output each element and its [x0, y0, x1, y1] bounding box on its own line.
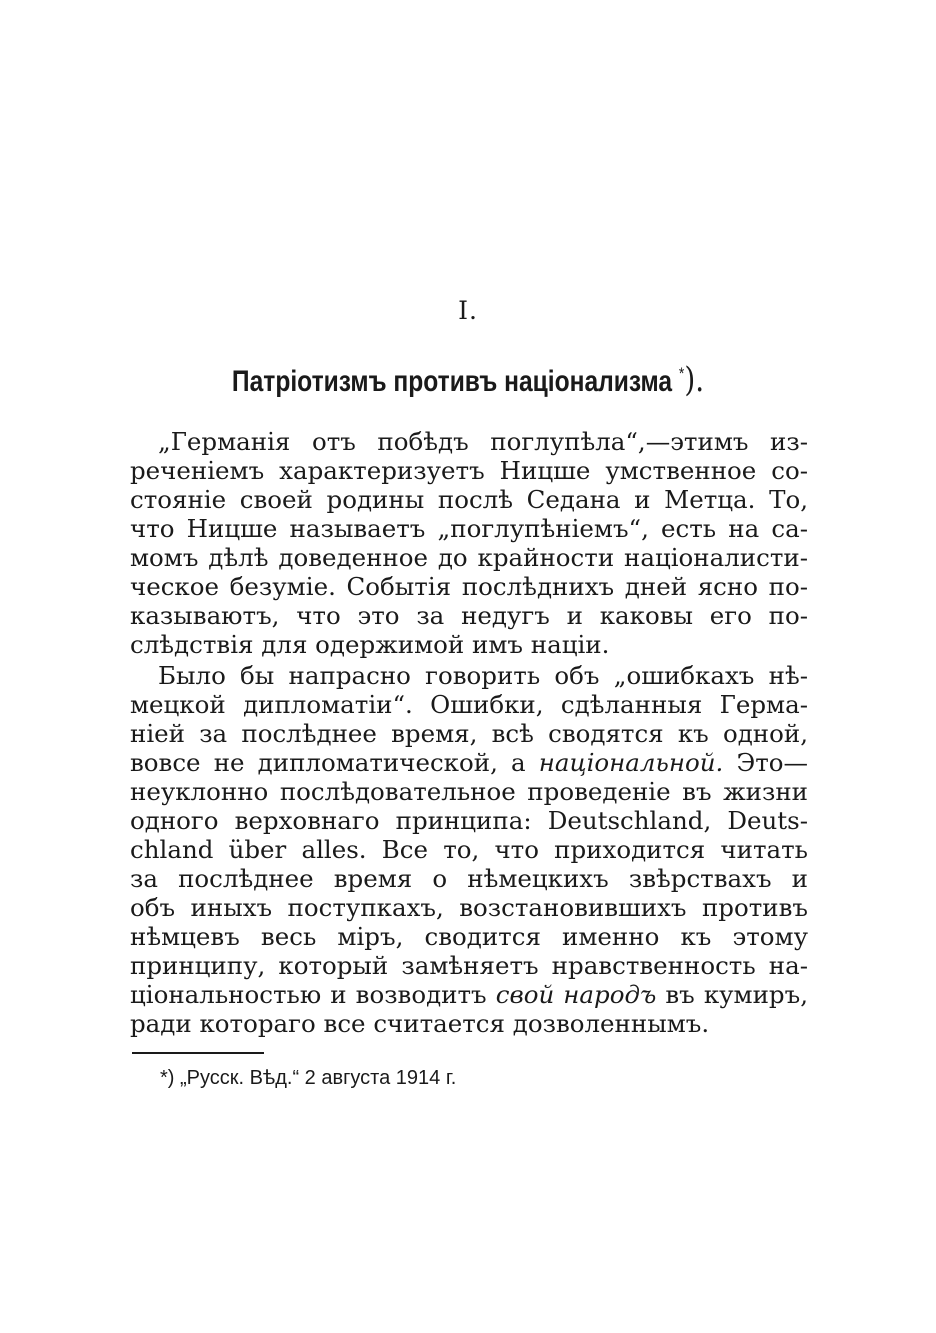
text-segment: Это— — [723, 748, 808, 777]
paragraph-2 — [130, 661, 808, 1038]
text-line-with-italic — [130, 980, 808, 1009]
text-line: принципу, который замѣняетъ нравственность на- — [130, 951, 808, 980]
text-line: казываютъ, что это за недугъ и каковы его по- — [130, 601, 808, 630]
text-segment: ціональностью и возводитъ — [130, 980, 496, 1009]
text-line: неуклонно послѣдовательное проведеніе въ жизни — [130, 777, 808, 806]
text-line: „Германія отъ побѣдъ поглупѣла“,—этимъ из- — [158, 427, 808, 456]
text-line: chland über alles. Все то, что приходится читать — [130, 835, 808, 864]
text-line: нѣмцевъ весь міръ, сводится именно къ этому — [130, 922, 808, 951]
footnote-marker: * — [678, 364, 685, 383]
italic-emphasis: національной. — [538, 748, 724, 777]
text-line: одного верховнаго принципа: Deutschland, Deuts- — [130, 806, 808, 835]
text-line: стояніе своей родины послѣ Седана и Метца. То, — [130, 485, 808, 514]
text-line: ческое безуміе. Событія послѣднихъ дней ясно по- — [130, 572, 808, 601]
paragraph-1 — [130, 427, 808, 659]
text-segment: въ кумиръ, — [656, 980, 808, 1009]
chapter-title-text: Патріотизмъ противъ націонализма — [231, 365, 673, 398]
body-text — [130, 427, 808, 1038]
text-segment: вовсе не дипломатической, а — [130, 748, 539, 777]
chapter-title-close: ). — [684, 360, 705, 400]
text-line: слѣдствія для одержимой имъ націи. — [130, 630, 610, 659]
text-line: Было бы напрасно говорить объ „ошибкахъ нѣ- — [158, 661, 808, 690]
text-line: что Ницше называетъ „поглупѣніемъ“, есть на са- — [130, 514, 808, 543]
chapter-title — [84, 360, 852, 400]
text-line: ради котораго все считается дозволеннымъ. — [130, 1009, 710, 1038]
text-line: мецкой дипломатіи“. Ошибки, сдѣланныя Герма- — [130, 690, 808, 719]
text-line: за послѣднее время о нѣмецкихъ звѣрствахъ и — [130, 864, 808, 893]
footnote-divider — [132, 1052, 264, 1054]
chapter-number: I. — [458, 296, 478, 325]
text-line: объ иныхъ поступкахъ, возстановившихъ противъ — [130, 893, 808, 922]
text-line-with-italic — [130, 748, 808, 777]
italic-emphasis: свой народъ — [495, 980, 657, 1009]
text-line: момъ дѣлѣ доведенное до крайности націоналисти- — [130, 543, 808, 572]
text-line: ніей за послѣднее время, всѣ сводятся къ одной, — [130, 719, 808, 748]
footnote: *) „Русск. Вѣд.“ 2 августа 1914 г. — [160, 1067, 457, 1089]
text-line: реченіемъ характеризуетъ Ницше умственное со- — [130, 456, 808, 485]
